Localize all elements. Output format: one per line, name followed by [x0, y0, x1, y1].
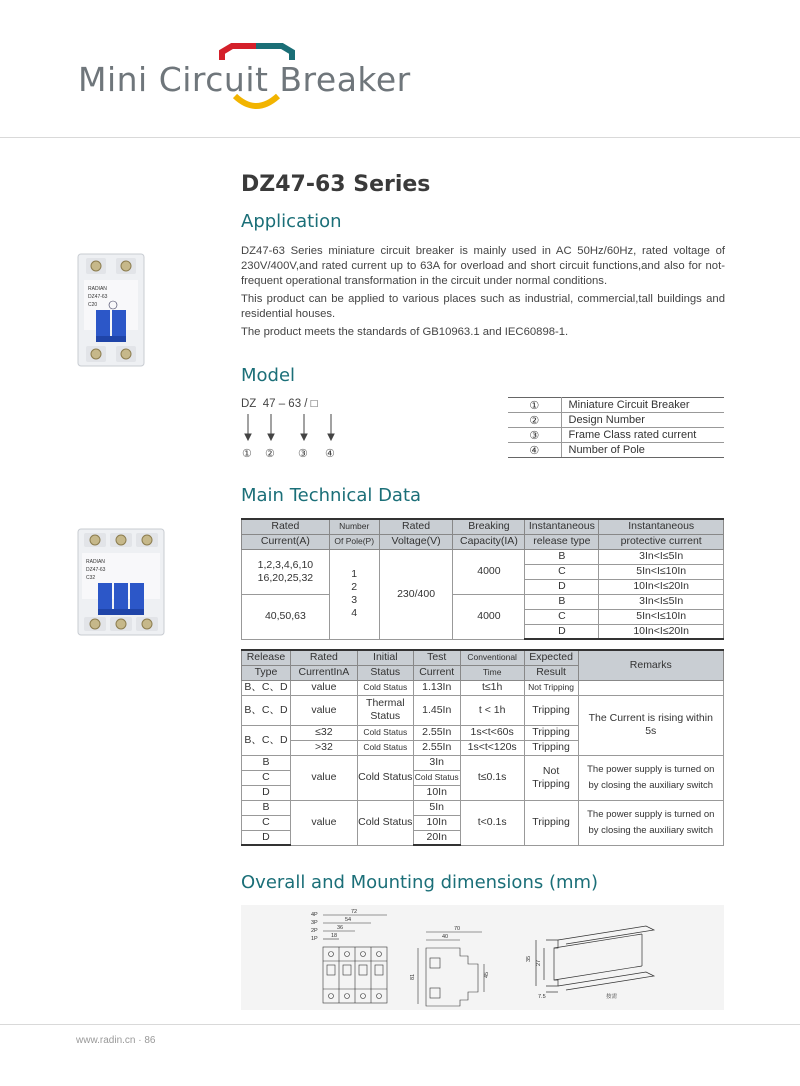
col-header-poles: Number [329, 519, 379, 534]
result-cell: Tripping [524, 725, 578, 740]
dim-label: 7.5 [538, 994, 546, 1000]
col-header-sub: protective current [599, 534, 724, 549]
release-type-cell: C [525, 609, 599, 624]
dim-label: 81 [410, 973, 416, 980]
tech-table-tripping [241, 649, 724, 846]
product-image-3-pole [76, 525, 168, 639]
model-arrows-diagram [240, 412, 340, 448]
footer-page-info: www.radin.cn · 86 [76, 1035, 156, 1046]
release-type-cell: C [242, 770, 291, 785]
protective-current-cell: 10In<I≤20In [599, 624, 724, 639]
product-model-label: DZ47-63 [86, 567, 106, 573]
model-legend-row [508, 398, 724, 413]
result-cell: Tripping [524, 740, 578, 755]
time-cell: t<0.1s [460, 800, 524, 845]
rated-cell: ≤32 [290, 725, 357, 740]
product-brand-label: RADIAN [88, 286, 107, 292]
test-cell: 3In [413, 755, 460, 770]
test-cell: 1.13In [413, 680, 460, 695]
rated-cell: >32 [290, 740, 357, 755]
col-header-rated: Rated [290, 650, 357, 665]
col-header-release-type: Instantaneous [525, 519, 599, 534]
dim-label: 3P [311, 920, 318, 926]
release-type-cell: B [242, 755, 291, 770]
dim-label: 36 [337, 925, 344, 931]
protective-current-cell: 10In<I≤20In [599, 579, 724, 594]
rated-cell: value [290, 800, 357, 845]
release-type-cell: D [242, 830, 291, 845]
release-type-cell: D [242, 785, 291, 800]
col-header-sub: Voltage(V) [379, 534, 453, 549]
application-heading: Application [241, 211, 342, 232]
release-type-cell: C [242, 815, 291, 830]
test-cell: 1.45In [413, 695, 460, 725]
status-cell: Cold Status [357, 725, 413, 740]
dim-label: 1P [311, 936, 318, 942]
model-legend-num: ③ [508, 428, 561, 443]
release-type-cell: B、C、D [242, 725, 291, 755]
col-header-test: Test [413, 650, 460, 665]
col-header-expected: Expected [524, 650, 578, 665]
model-marker-4: ④ [325, 448, 335, 460]
release-type-cell: D [525, 624, 599, 639]
breaking-cell: 4000 [453, 549, 525, 594]
model-code: DZ 47 – 63 / □ [241, 398, 318, 410]
side-dimension-drawing [408, 920, 498, 1010]
rated-cell: value [290, 680, 357, 695]
dim-label: 54 [345, 917, 352, 923]
din-rail-drawing [518, 920, 668, 1005]
product-image-2-pole [76, 250, 148, 370]
col-header-sub: release type [525, 534, 599, 549]
footer-divider [0, 1024, 800, 1025]
tech-table-ratings [241, 518, 724, 640]
col-header-remarks: Remarks [578, 650, 723, 680]
model-legend-table [508, 397, 724, 458]
col-header-sub: Current [413, 665, 460, 680]
col-header-sub: CurrentInA [290, 665, 357, 680]
dim-label: 27 [536, 959, 542, 966]
status-cell: Cold Status [357, 800, 413, 845]
time-cell: t≤1h [460, 680, 524, 695]
voltage-cell: 230/400 [379, 549, 453, 639]
release-type-cell: C [525, 564, 599, 579]
model-legend-label: Design Number [561, 413, 724, 428]
col-header-sub: Type [242, 665, 291, 680]
protective-current-cell: 3In<I≤5In [599, 594, 724, 609]
col-header-voltage: Rated [379, 519, 453, 534]
product-brand-label: RADIAN [86, 559, 105, 565]
rated-current-group-1: 1,2,3,4,6,10 16,20,25,32 [242, 549, 330, 594]
col-header-release-type: Release [242, 650, 291, 665]
result-cell: Not Tripping [524, 680, 578, 695]
dim-label: 40 [442, 934, 449, 940]
status-cell: Cold Status [357, 755, 413, 800]
model-heading: Model [241, 365, 296, 386]
test-cell: 10In [413, 785, 460, 800]
col-header-protective-current: Instantaneous [599, 519, 724, 534]
model-legend-label: Frame Class rated current [561, 428, 724, 443]
application-paragraph-3: The product meets the standards of GB10963.1 and IEC60898-1. [241, 326, 569, 338]
release-type-cell: D [525, 579, 599, 594]
model-legend-row [508, 413, 724, 428]
release-type-cell: B、C、D [242, 695, 291, 725]
col-header-conventional: Conventional [460, 650, 524, 665]
col-header-sub: Status [357, 665, 413, 680]
col-header-rated-current: Rated [242, 519, 330, 534]
release-type-cell: B [525, 549, 599, 564]
application-paragraph-1: DZ47-63 Series miniature circuit breaker is mainly used in AC 50Hz/60Hz, rated voltage of 230V/400V,and rated current up to 63A for overload and short circuit functions,and also for not-frequent operational transformation in the circuit under normal conditions. [241, 245, 725, 287]
col-header-sub: Capacity(IA) [453, 534, 525, 549]
result-cell: Not Tripping [524, 755, 578, 800]
brand-title: Mini Circuit Breaker [78, 60, 411, 99]
time-cell: 1s<t<60s [460, 725, 524, 740]
rated-current-group-2: 40,50,63 [242, 594, 330, 639]
model-marker-2: ② [265, 448, 275, 460]
release-type-cell: B [525, 594, 599, 609]
header-divider [0, 137, 800, 138]
release-type-cell: B [242, 800, 291, 815]
status-cell: Thermal Status [357, 695, 413, 725]
rated-cell: value [290, 695, 357, 725]
model-marker-1: ① [242, 448, 252, 460]
col-header-sub: Current(A) [242, 534, 330, 549]
rated-cell: value [290, 755, 357, 800]
status-cell: Cold Status [357, 740, 413, 755]
series-title: DZ47-63 Series [241, 172, 431, 197]
time-cell: t < 1h [460, 695, 524, 725]
col-header-breaking: Breaking [453, 519, 525, 534]
time-cell: t≤0.1s [460, 755, 524, 800]
remarks-cell: The power supply is turned on by closing the auxiliary switch [578, 800, 723, 845]
result-cell: Tripping [524, 695, 578, 725]
col-header-sub: Time [460, 665, 524, 680]
dim-label: 4P [311, 912, 318, 918]
model-legend-num: ② [508, 413, 561, 428]
test-cell: Cold Status [413, 770, 460, 785]
remarks-rising-cell: The Current is rising within 5s [578, 695, 723, 755]
test-cell: 5In [413, 800, 460, 815]
test-cell: 2.55In [413, 740, 460, 755]
dim-label: 70 [454, 926, 461, 932]
model-legend-row [508, 443, 724, 458]
dim-label: 2P [311, 928, 318, 934]
product-model-label: DZ47-63 [88, 294, 108, 300]
protective-current-cell: 5In<I≤10In [599, 564, 724, 579]
tech-heading: Main Technical Data [241, 485, 422, 506]
protective-current-cell: 5In<I≤10In [599, 609, 724, 624]
result-cell: Tripping [524, 800, 578, 845]
col-header-sub: Of Pole(P) [329, 534, 379, 549]
application-paragraph-2: This product can be applied to various places such as industrial, commercial,tall buildings and residential houses. [241, 293, 725, 320]
status-cell: Cold Status [357, 680, 413, 695]
col-header-sub: Result [524, 665, 578, 680]
dim-label: 18 [331, 933, 338, 939]
test-cell: 2.55In [413, 725, 460, 740]
product-rating-label: C20 [88, 302, 98, 308]
breaking-cell: 4000 [453, 594, 525, 639]
remarks-cell [578, 680, 723, 695]
product-rating-label: C32 [86, 575, 96, 581]
model-legend-label: Miniature Circuit Breaker [561, 398, 724, 413]
dim-label: 35 [526, 955, 532, 962]
model-marker-3: ③ [298, 448, 308, 460]
dim-label: 72 [351, 909, 358, 915]
poles-cell: 1 2 3 4 [329, 549, 379, 639]
model-legend-num: ① [508, 398, 561, 413]
test-cell: 20In [413, 830, 460, 845]
dim-label: 按需 [606, 994, 618, 1000]
dim-label: 45 [484, 971, 490, 978]
release-type-cell: B、C、D [242, 680, 291, 695]
model-legend-num: ④ [508, 443, 561, 458]
model-legend-label: Number of Pole [561, 443, 724, 458]
remarks-cell: The power supply is turned on by closing the auxiliary switch [578, 755, 723, 800]
test-cell: 10In [413, 815, 460, 830]
model-legend-row [508, 428, 724, 443]
dimensions-heading: Overall and Mounting dimensions (mm) [241, 872, 599, 893]
front-dimension-drawing [305, 905, 395, 1010]
col-header-initial: Initial [357, 650, 413, 665]
protective-current-cell: 3In<I≤5In [599, 549, 724, 564]
time-cell: 1s<t<120s [460, 740, 524, 755]
